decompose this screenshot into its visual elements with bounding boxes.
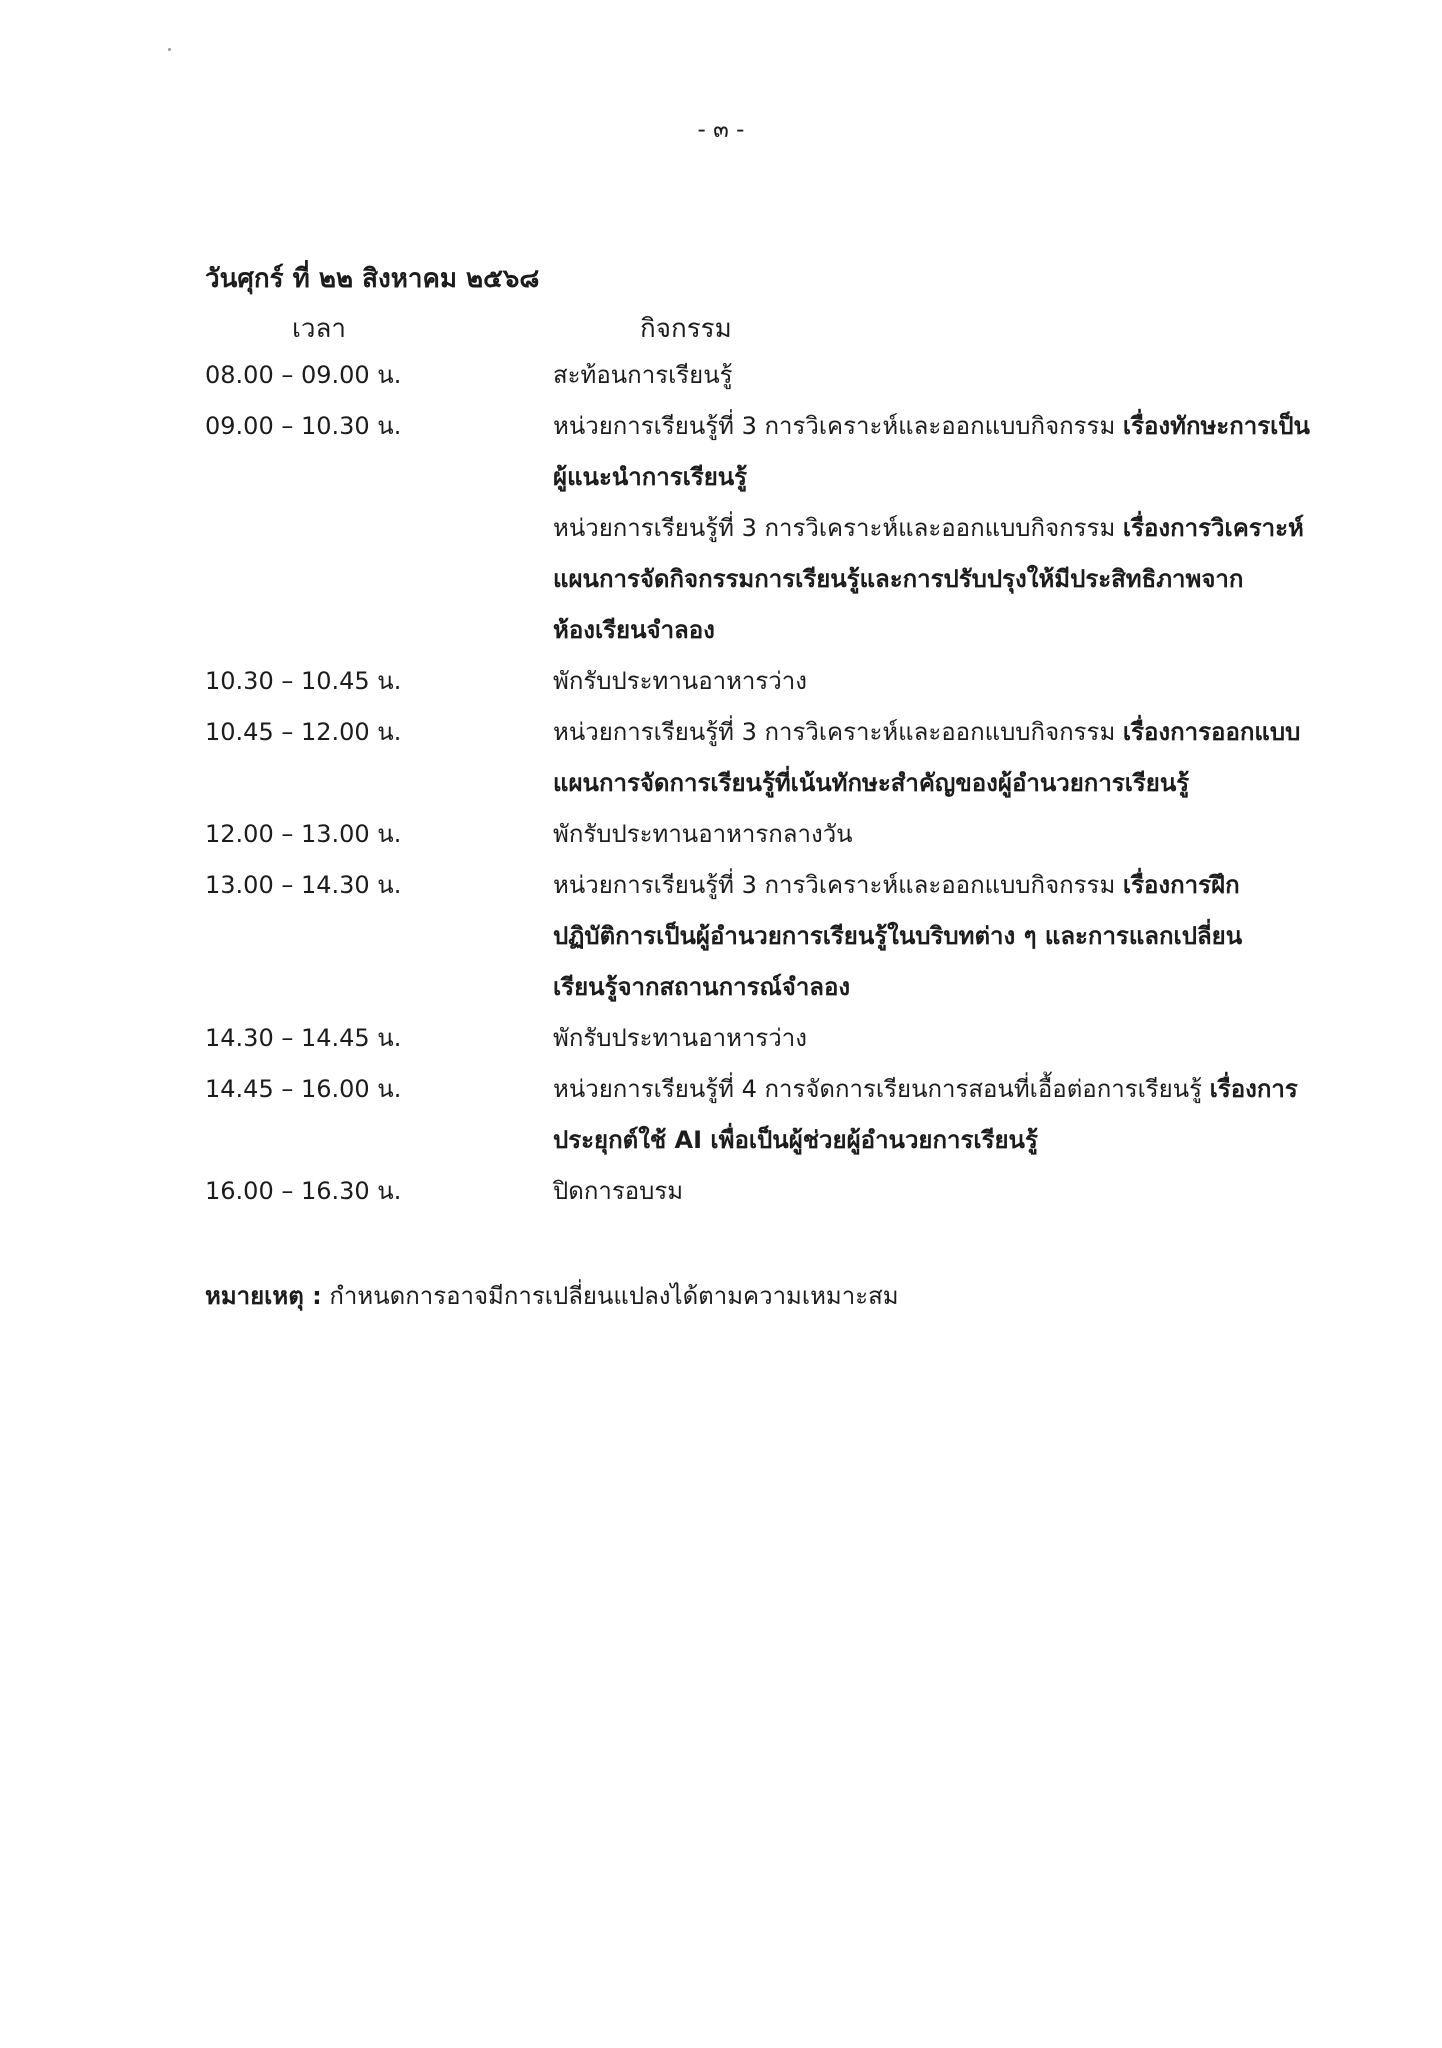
- activity-line: [553, 452, 1333, 503]
- time-column-header: เวลา: [292, 314, 347, 344]
- activity-line: [553, 758, 1333, 809]
- activity-description: [553, 1064, 1333, 1166]
- footnote: [205, 1276, 899, 1315]
- activity-description: [553, 809, 1333, 860]
- activity-topic: ประยุกต์ใช้ AI เพื่อเป็นผู้ช่วยผู้อำนวยการเรียนรู้: [553, 1126, 1038, 1154]
- activity-topic: ปฏิบัติการเป็นผู้อำนวยการเรียนรู้ในบริบทต่าง ๆ และการแลกเปลี่ยน: [553, 922, 1243, 950]
- time-slot: 09.00 – 10.30 น.: [205, 412, 402, 440]
- schedule-row: [0, 707, 1442, 809]
- activity-description: [553, 1013, 1333, 1064]
- activity-topic: ผู้แนะนำการเรียนรู้: [553, 463, 748, 491]
- activity-line: [553, 911, 1333, 962]
- activity-text: หน่วยการเรียนรู้ที่ 4 การจัดการเรียนการสอนที่เอื้อต่อการเรียนรู้: [553, 1075, 1210, 1103]
- activity-text: พักรับประทานอาหารว่าง: [553, 1024, 807, 1052]
- activity-topic: เรื่องการออกแบบ: [1122, 718, 1301, 746]
- activity-topic: เรื่องการวิเคราะห์: [1122, 514, 1304, 542]
- activity-text: พักรับประทานอาหารว่าง: [553, 667, 807, 695]
- activity-line: [553, 350, 1333, 401]
- activity-line: [553, 1064, 1333, 1115]
- activity-text: หน่วยการเรียนรู้ที่ 3 การวิเคราะห์และออกแบบกิจกรรม: [553, 718, 1123, 746]
- time-slot: 13.00 – 14.30 น.: [205, 871, 402, 899]
- schedule-row: [0, 350, 1442, 401]
- activity-topic: เรื่องการ: [1209, 1075, 1298, 1103]
- schedule-row: [0, 1013, 1442, 1064]
- activity-text: หน่วยการเรียนรู้ที่ 3 การวิเคราะห์และออกแบบกิจกรรม: [553, 514, 1123, 542]
- activity-column-header: กิจกรรม: [640, 314, 732, 344]
- time-slot: 12.00 – 13.00 น.: [205, 820, 402, 848]
- date-heading: วันศุกร์ ที่ ๒๒ สิงหาคม ๒๕๖๘: [205, 264, 540, 294]
- schedule-row: [0, 656, 1442, 707]
- activity-line: [553, 962, 1333, 1013]
- activity-description: [553, 350, 1333, 401]
- activity-description: [553, 401, 1333, 656]
- activity-text: หน่วยการเรียนรู้ที่ 3 การวิเคราะห์และออกแบบกิจกรรม: [553, 412, 1123, 440]
- schedule-row: [0, 1064, 1442, 1166]
- activity-line: [553, 605, 1333, 656]
- schedule-row: [0, 809, 1442, 860]
- page-number: - ๓ -: [697, 117, 745, 143]
- activity-topic: แผนการจัดกิจกรรมการเรียนรู้และการปรับปรุงให้มีประสิทธิภาพจาก: [553, 565, 1244, 593]
- schedule-row: [0, 401, 1442, 656]
- activity-topic: เรื่องทักษะการเป็น: [1122, 412, 1310, 440]
- activity-topic: เรื่องการฝึก: [1122, 871, 1240, 899]
- footnote-text: กำหนดการอาจมีการเปลี่ยนแปลงได้ตามความเหมาะสม: [321, 1282, 899, 1310]
- activity-line: [553, 554, 1333, 605]
- activity-description: [553, 860, 1333, 1013]
- schedule-table: [0, 350, 1442, 1217]
- activity-line: [553, 401, 1333, 452]
- activity-line: [553, 860, 1333, 911]
- activity-topic: แผนการจัดการเรียนรู้ที่เน้นทักษะสำคัญของผู้อำนวยการเรียนรู้: [553, 769, 1190, 797]
- activity-line: [553, 1013, 1333, 1064]
- time-slot: 10.30 – 10.45 น.: [205, 667, 402, 695]
- activity-description: [553, 656, 1333, 707]
- activity-line: [553, 1166, 1333, 1217]
- footnote-label: หมายเหตุ :: [205, 1282, 322, 1310]
- scan-speck: [168, 48, 171, 51]
- activity-description: [553, 1166, 1333, 1217]
- activity-text: สะท้อนการเรียนรู้: [553, 361, 733, 389]
- activity-topic: เรียนรู้จากสถานการณ์จำลอง: [553, 973, 851, 1001]
- time-slot: 10.45 – 12.00 น.: [205, 718, 402, 746]
- activity-line: [553, 707, 1333, 758]
- activity-description: [553, 707, 1333, 809]
- time-slot: 16.00 – 16.30 น.: [205, 1177, 402, 1205]
- schedule-row: [0, 1166, 1442, 1217]
- activity-text: ปิดการอบรม: [553, 1177, 684, 1205]
- schedule-row: [0, 860, 1442, 1013]
- activity-topic: ห้องเรียนจำลอง: [553, 616, 715, 644]
- activity-line: [553, 503, 1333, 554]
- time-slot: 14.45 – 16.00 น.: [205, 1075, 402, 1103]
- activity-line: [553, 1115, 1333, 1166]
- time-slot: 14.30 – 14.45 น.: [205, 1024, 402, 1052]
- activity-text: พักรับประทานอาหารกลางวัน: [553, 820, 853, 848]
- activity-line: [553, 656, 1333, 707]
- activity-text: หน่วยการเรียนรู้ที่ 3 การวิเคราะห์และออกแบบกิจกรรม: [553, 871, 1123, 899]
- time-slot: 08.00 – 09.00 น.: [205, 361, 402, 389]
- activity-line: [553, 809, 1333, 860]
